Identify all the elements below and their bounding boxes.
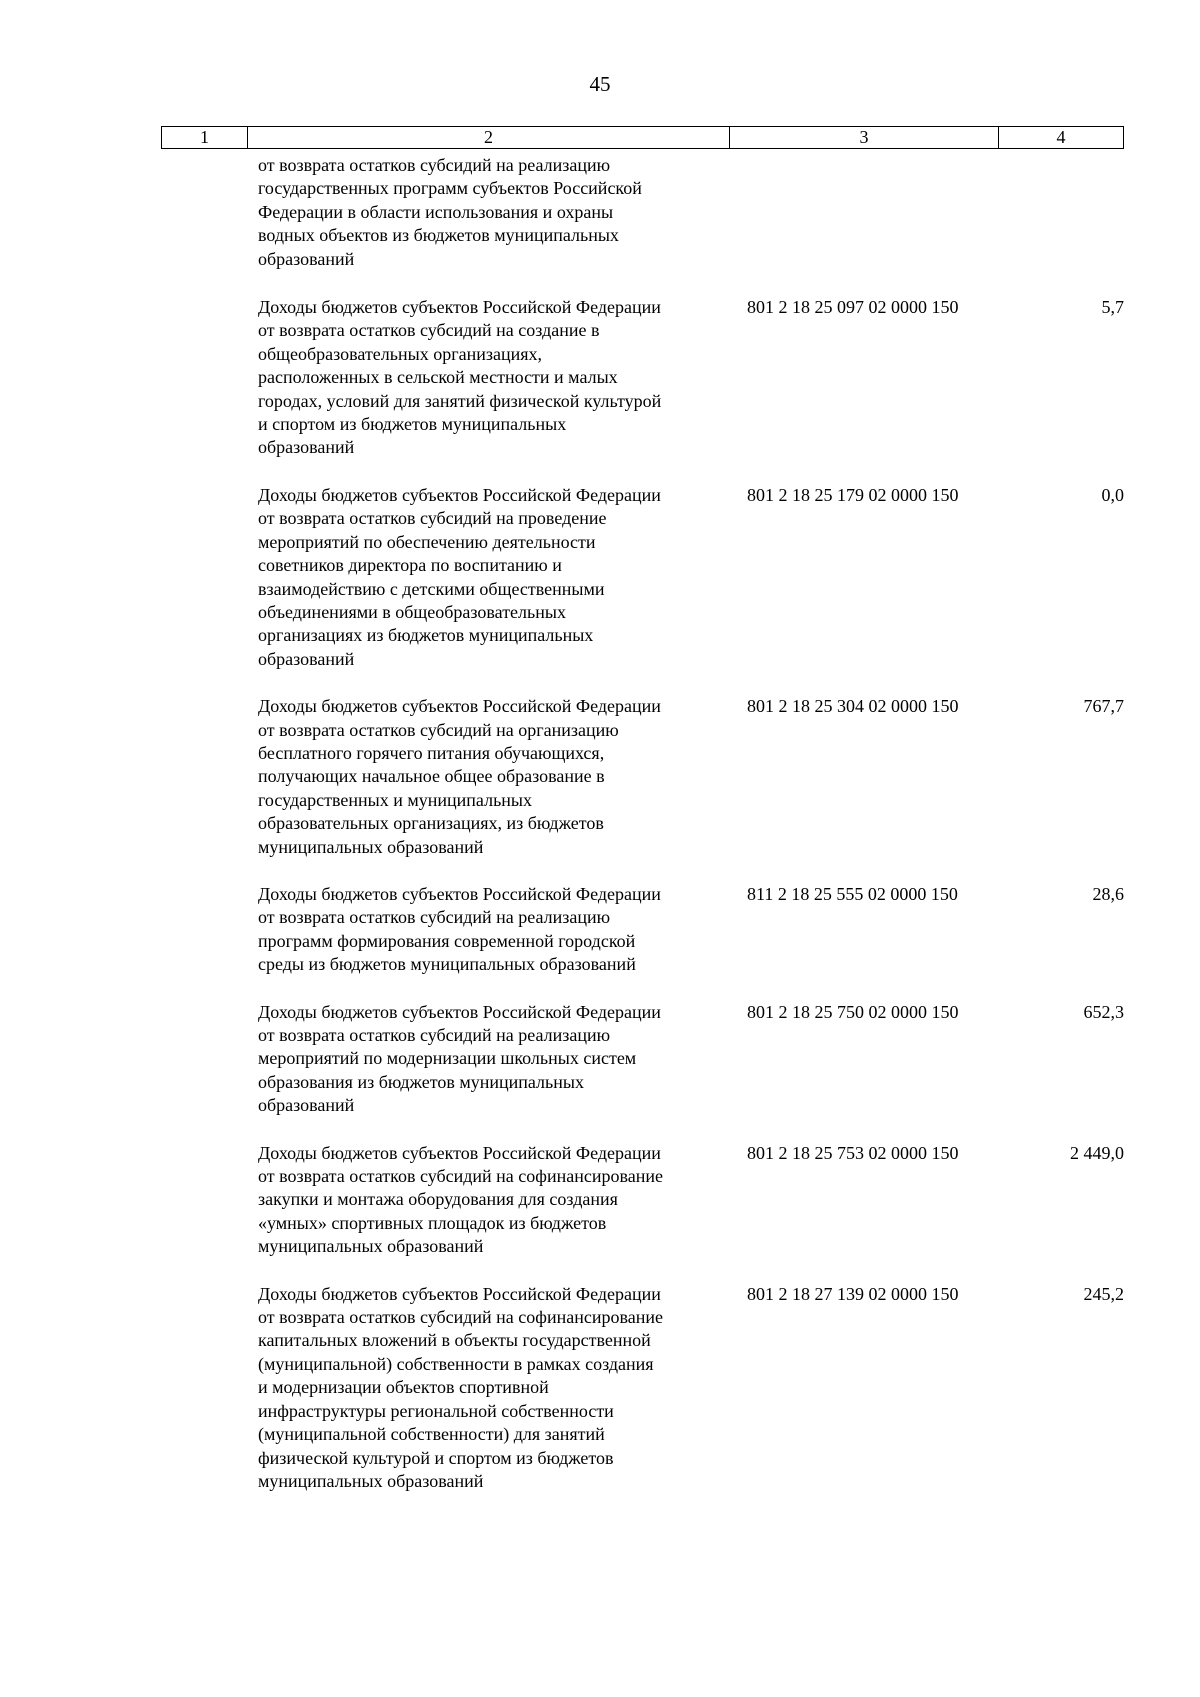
description-line: объединениями в общеобразовательных [258, 601, 566, 622]
row-budget-code: 801 2 18 25 097 02 0000 150 [747, 297, 959, 318]
table-row [0, 695, 1200, 859]
description-line: от возврата остатков субсидий на реализацию [258, 1025, 611, 1045]
table-row [0, 883, 1200, 977]
description-line: получающих начальное общее образование в [258, 766, 605, 787]
description-line: водных объектов из бюджетов муниципальных [258, 225, 619, 246]
column-header-2: 2 [248, 127, 730, 148]
row-budget-code: 801 2 18 25 750 02 0000 150 [747, 1001, 959, 1022]
description-line: капитальных вложений в объекты государственной [258, 1330, 651, 1351]
description-line: от возврата остатков субсидий на проведение [258, 508, 607, 529]
description-line: городах, условий для занятий физической культурой [258, 390, 662, 411]
row-description [258, 883, 728, 977]
row-amount: 767,7 [1083, 696, 1124, 717]
table-row [0, 484, 1200, 671]
description-line: образований [258, 248, 355, 269]
description-line: государственных программ субъектов Российской [258, 178, 642, 199]
row-budget-code: 811 2 18 25 555 02 0000 150 [747, 883, 958, 904]
page-number: 45 [589, 72, 611, 96]
table-row [0, 1283, 1200, 1494]
description-line: Доходы бюджетов субъектов Российской Федерации [258, 1283, 661, 1304]
column-header-1: 1 [162, 127, 248, 148]
description-line: советников директора по воспитанию и [258, 555, 562, 576]
description-line: «умных» спортивных площадок из бюджетов [258, 1212, 607, 1233]
row-amount: 652,3 [1083, 1001, 1124, 1022]
row-budget-code: 801 2 18 25 304 02 0000 150 [747, 696, 959, 717]
table-row [0, 1142, 1200, 1259]
description-line: расположенных в сельской местности и малых [258, 367, 618, 388]
description-line: физической культурой и спортом из бюджетов [258, 1447, 614, 1468]
row-budget-code: 801 2 18 27 139 02 0000 150 [747, 1283, 959, 1304]
description-line: Доходы бюджетов субъектов Российской Федерации [258, 1001, 661, 1022]
description-line: от возврата остатков субсидий на реализацию [258, 907, 611, 928]
description-line: муниципальных образований [258, 836, 484, 857]
row-description [258, 1001, 728, 1118]
table-body [0, 154, 1200, 1517]
column-header-3: 3 [730, 127, 999, 148]
row-budget-code: 801 2 18 25 753 02 0000 150 [747, 1142, 959, 1163]
row-budget-code: 801 2 18 25 179 02 0000 150 [747, 484, 959, 505]
description-line: Доходы бюджетов субъектов Российской Федерации [258, 883, 661, 904]
description-line: мероприятий по модернизации школьных систем [258, 1048, 637, 1069]
column-header-4: 4 [1056, 127, 1066, 147]
description-line: организациях из бюджетов муниципальных [258, 625, 594, 646]
row-amount: 5,7 [1101, 297, 1124, 318]
table-header [161, 126, 1124, 149]
description-line: от возврата остатков субсидий на софинансирование [258, 1166, 663, 1187]
description-line: образования из бюджетов муниципальных [258, 1071, 584, 1092]
description-line: закупки и монтажа оборудования для создания [258, 1189, 618, 1210]
description-line: образовательных организациях, из бюджетов [258, 813, 604, 834]
description-line: взаимодействию с детскими общественными [258, 578, 605, 599]
description-line: Доходы бюджетов субъектов Российской Федерации [258, 1142, 661, 1163]
row-description [258, 154, 728, 271]
row-amount: 2 449,0 [1070, 1142, 1124, 1163]
description-line: Доходы бюджетов субъектов Российской Федерации [258, 484, 661, 505]
description-line: Доходы бюджетов субъектов Российской Федерации [258, 297, 661, 318]
description-line: от возврата остатков субсидий на создание в [258, 320, 600, 341]
description-line: среды из бюджетов муниципальных образований [258, 954, 636, 975]
row-description [258, 1142, 728, 1259]
description-line: и спортом из бюджетов муниципальных [258, 414, 567, 435]
row-amount: 245,2 [1083, 1283, 1124, 1304]
description-line: образований [258, 437, 355, 458]
description-line: от возврата остатков субсидий на софинансирование [258, 1307, 663, 1328]
description-line: и модернизации объектов спортивной [258, 1377, 549, 1398]
description-line: образований [258, 1095, 355, 1116]
row-description [258, 695, 728, 859]
description-line: мероприятий по обеспечению деятельности [258, 531, 596, 552]
description-line: от возврата остатков субсидий на реализацию [258, 155, 611, 175]
description-line: общеобразовательных организациях, [258, 343, 543, 364]
row-budget-code [747, 154, 1007, 271]
description-line: от возврата остатков субсидий на организацию [258, 719, 619, 740]
description-line: программ формирования современной городской [258, 930, 636, 951]
description-line: инфраструктуры региональной собственности [258, 1400, 614, 1421]
row-amount: 28,6 [1092, 883, 1124, 904]
row-description [258, 484, 728, 671]
description-line: Доходы бюджетов субъектов Российской Федерации [258, 696, 661, 717]
row-description [258, 296, 728, 460]
description-line: бесплатного горячего питания обучающихся, [258, 742, 605, 763]
table-row [0, 296, 1200, 460]
description-line: муниципальных образований [258, 1470, 484, 1491]
description-line: муниципальных образований [258, 1236, 484, 1257]
row-description [258, 1283, 728, 1494]
table-row [0, 1001, 1200, 1118]
row-amount [1007, 154, 1124, 271]
description-line: (муниципальной собственности) для занятий [258, 1424, 605, 1445]
description-line: Федерации в области использования и охраны [258, 201, 614, 222]
description-line: государственных и муниципальных [258, 789, 532, 810]
description-line: (муниципальной) собственности в рамках создания [258, 1353, 654, 1374]
description-line: образований [258, 648, 355, 669]
row-amount: 0,0 [1101, 484, 1124, 505]
table-row [0, 154, 1200, 271]
